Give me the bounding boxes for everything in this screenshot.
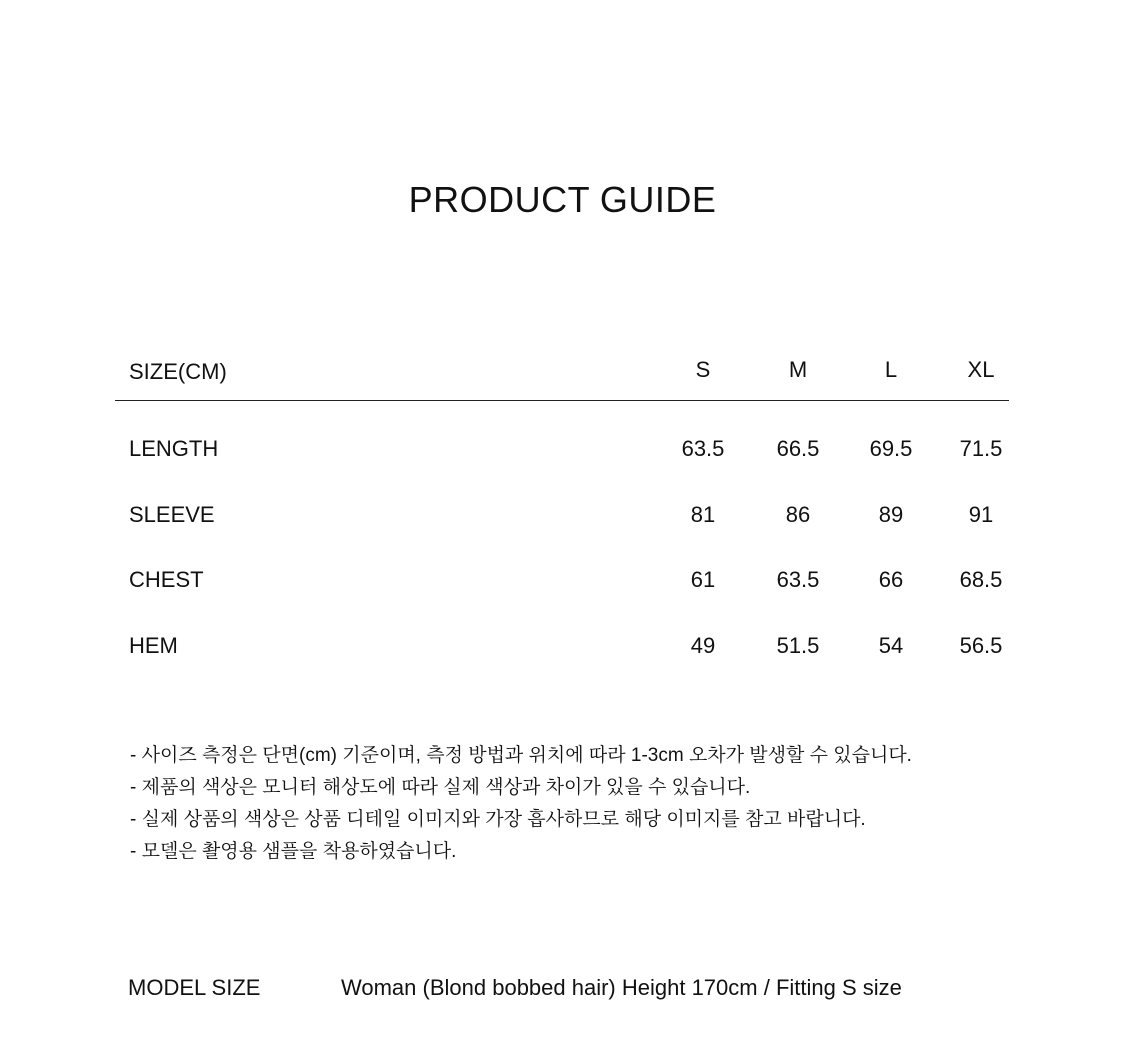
size-column-xl: XL [967, 357, 995, 382]
note-item: - 제품의 색상은 모니터 해상도에 따라 실제 색상과 차이가 있을 수 있습니다. [130, 777, 751, 798]
table-cell: 71.5 [959, 436, 1003, 461]
row-label: SLEEVE [129, 502, 215, 527]
row-label: LENGTH [129, 436, 219, 461]
table-cell: 61 [690, 567, 716, 592]
table-row-length [115, 431, 1009, 467]
table-cell: 51.5 [776, 633, 820, 658]
table-header-row [115, 352, 1009, 388]
note-item: - 모델은 촬영용 샘플을 착용하였습니다. [130, 841, 457, 862]
model-size-section [128, 970, 1008, 1006]
table-row-hem [115, 628, 1009, 664]
row-label: CHEST [129, 567, 204, 592]
model-size-label: MODEL SIZE [128, 975, 261, 1000]
table-cell: 63.5 [776, 567, 820, 592]
table-cell: 89 [878, 502, 904, 527]
table-cell: 68.5 [959, 567, 1003, 592]
page-title: PRODUCT GUIDE [408, 179, 717, 220]
table-cell: 81 [690, 502, 716, 527]
size-column-s: S [695, 357, 711, 382]
table-cell: 91 [968, 502, 994, 527]
table-divider [115, 400, 1009, 401]
table-cell: 66.5 [776, 436, 820, 461]
note-item: - 실제 상품의 색상은 상품 디테일 이미지와 가장 흡사하므로 해당 이미지를 참고 바랍니다. [130, 809, 866, 830]
size-header-label: SIZE(CM) [129, 359, 227, 384]
size-column-m: M [788, 357, 808, 382]
notes-list [130, 740, 1010, 868]
model-size-value: Woman (Blond bobbed hair) Height 170cm / Fitting S size [341, 975, 902, 1000]
table-cell: 49 [690, 633, 716, 658]
note-item: - 사이즈 측정은 단면(cm) 기준이며, 측정 방법과 위치에 따라 1-3cm 오차가 발생할 수 있습니다. [130, 745, 912, 766]
table-cell: 63.5 [681, 436, 725, 461]
table-cell: 66 [878, 567, 904, 592]
table-row-chest [115, 562, 1009, 598]
table-cell: 56.5 [959, 633, 1003, 658]
table-row-sleeve [115, 497, 1009, 533]
size-column-l: L [884, 357, 898, 382]
table-cell: 69.5 [869, 436, 913, 461]
table-cell: 86 [785, 502, 811, 527]
table-cell: 54 [878, 633, 904, 658]
row-label: HEM [129, 633, 178, 658]
